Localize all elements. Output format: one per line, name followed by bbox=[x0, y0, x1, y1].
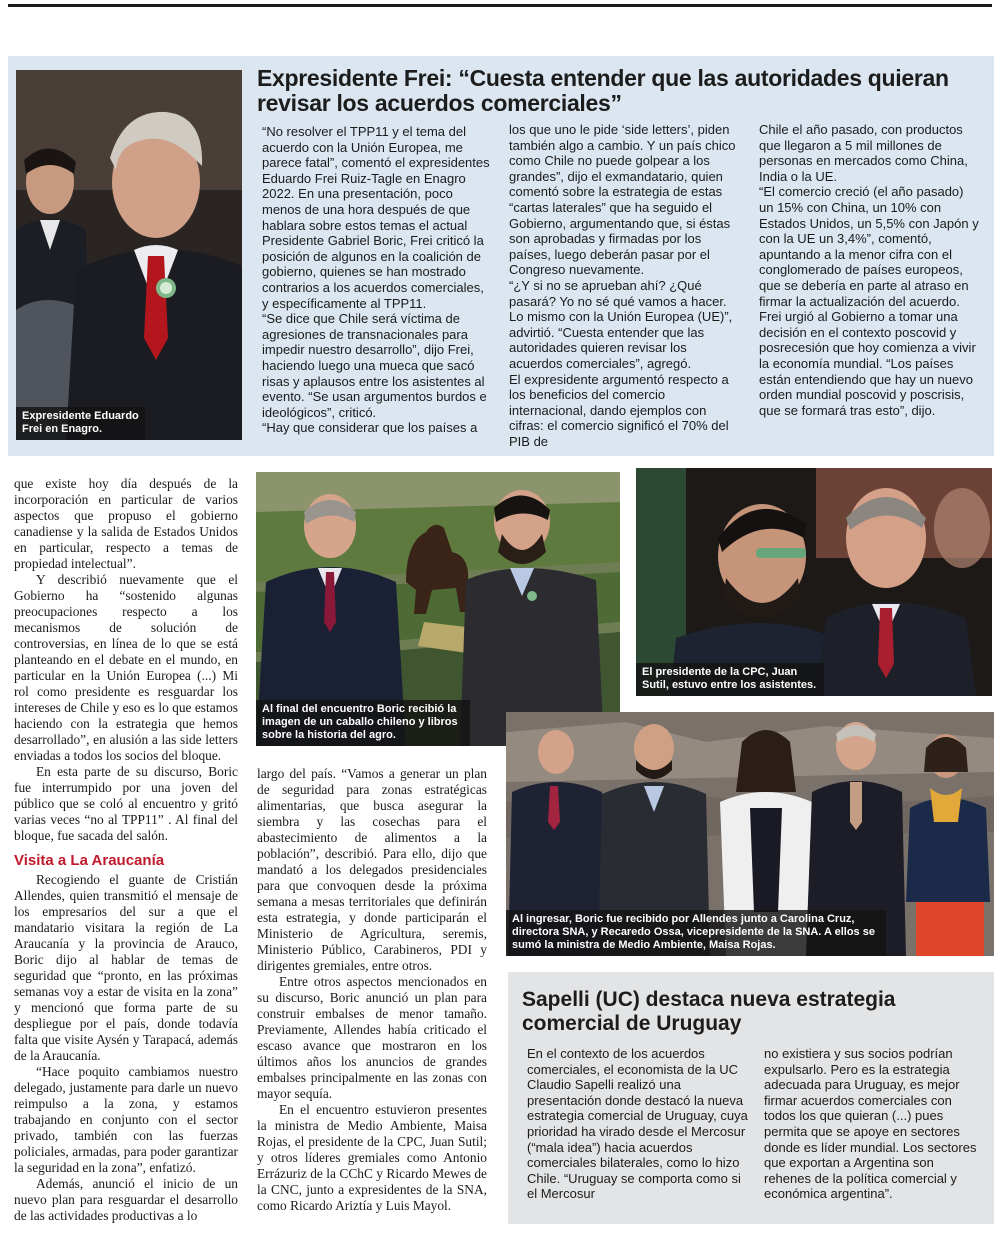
sidebar-col1-text: En el contexto de los acuerdos comerciales, el economista de la UC Claudio Sapelli realizó una presentación donde destacó la nueva estrategia comercial de Uruguay, cuya prioridad ha virado desde el Mercosur (“mala idea”) hacia acuerdos comerciales bilaterales, como lo hizo Chile. “Uruguay se comporta como si el Mercosur bbox=[527, 1046, 748, 1202]
main-col2-para-2: “¿Y si no se aprueban ahí? ¿Qué pasará? Yo no sé qué vamos a hacer. Lo mismo con la Unión Europea (UE)”, advirtió. “Cuesta entender que las autoridades quieren revisar los acuerdos comerciales”, agregó. bbox=[509, 277, 733, 371]
middle-para-3: En el encuentro estuvieron presentes la ministra de Medio Ambiente, Maisa Rojas, el presidente de la CPC, Juan Sutil; y otros líderes gremiales como Antonio Errázuriz de la CChC y Ricardo Mewes de la CNC, junto a expresidentes de la SNA, como Ricardo Ariztía y Luis Mayol. bbox=[257, 1102, 487, 1213]
frei-photo-illustration bbox=[16, 70, 242, 440]
main-headline: Expresidente Frei: “Cuesta entender que las autoridades quieran revisar los acuerdos comerciales” bbox=[257, 65, 949, 116]
cpc-photo-caption: El presidente de la CPC, Juan Sutil, estuvo entre los asistentes. bbox=[636, 663, 824, 696]
left-para-6: Además, anunció el inicio de un nuevo plan para resguardar el desarrollo de las actividades productivas a lo bbox=[14, 1176, 238, 1223]
main-col1-para-1: “No resolver el TPP11 y el tema del acuerdo con la Unión Europea, me parece fatal”, comentó el expresidentes Eduardo Frei Ruiz-Tagle en Enagro 2022. En una presentación, poco menos de una hora después de que hablara sobre estos temas el actual Presidente Gabriel Boric, Frei criticó la posición de algunos en la coalición de gobierno, quienes se han mostrado contrarios a los acuerdos comerciales, y específicamente al TPP11. bbox=[262, 124, 490, 311]
middle-para-2: Entre otros aspectos mencionados en su discurso, Boric anunció un plan para construir embalses de menor tamaño. Previamente, Allendes había criticado el escaso avance que mostraron en los últimos años los anuncios de grandes embalses principalmente en las zonas con mayor sequía. bbox=[257, 974, 487, 1101]
group-photo-caption: Al ingresar, Boric fue recibido por Allendes junto a Carolina Cruz, directora SNA, y Recaredo Ossa, vicepresidente de la SNA. A ellos se sumó la ministra de Medio Ambiente, Maisa Rojas. bbox=[506, 910, 886, 956]
left-body-column bbox=[14, 476, 238, 1224]
main-col1-para-3: “Hay que considerar que los países a bbox=[262, 420, 478, 436]
sidebar-col2-text: no existiera y sus socios podrían expulsarlo. Pero es la estrategia adecuada para Uruguay, es mejor firmar acuerdos comerciales con todos los que quieran (...) pues permita que se apoye en sectores donde es líder mundial. Los sectores que exportan a Argentina son rehenes de la política comercial y económica argentina”. bbox=[764, 1046, 977, 1202]
main-col1-para-2: “Se dice que Chile será víctima de agresiones de transnacionales para impedir nuestro desarrollo”, dijo Frei, haciendo luego una mueca que sacó risas y aplausos entre los asistentes al evento. “Se usan argumentos burdos e ideológicos”, criticó. bbox=[262, 311, 487, 420]
left-para-1: que existe hoy día después de la incorporación en particular de varios aspectos que propuso el gobierno canadiense y la salida de Estados Unidos en particular, respecto a temas de propiedad intelectual”. bbox=[14, 476, 238, 571]
left-para-2: Y describió nuevamente que el Gobierno ha “sostenido algunas preocupaciones respecto a los mecanismos de solución de controversias, en línea de lo que se está planteando en el debate en el mundo, en particular en la Unión Europea (...) Mi rol como presidente es resguardar los intereses de Chile y eso es lo que estamos haciendo con la estrategia que hemos desarrollado”, en alusión a las side letters enviadas a todos los socios del bloque. bbox=[14, 572, 238, 763]
cpc-photo bbox=[636, 468, 992, 696]
left-para-3: En esta parte de su discurso, Boric fue interrumpido por una joven del público que se coló al encuentro y gritó varias veces “no al TPP11” . Al final del bloque, fue sacada del salón. bbox=[14, 764, 238, 843]
group-photo bbox=[506, 712, 994, 956]
frei-photo bbox=[16, 70, 242, 440]
sidebar-column-1 bbox=[527, 1046, 749, 1202]
sidebar-column-2 bbox=[764, 1046, 978, 1202]
main-article-column-2 bbox=[509, 122, 741, 449]
main-col2-para-1: los que uno le pide ‘side letters’, piden también algo a cambio. Y un país chico como Chile no puede golpear a los grandes”, dijo el exmandatario, quien comentó sobre la estrategia de estas “cartas laterales” que ha seguido el Gobierno, argumentando que, si éstas son aprobadas y firmadas por los países, luego deberán pasar por el Congreso nuevamente. bbox=[509, 122, 736, 278]
frei-caption-line2: Frei en Enagro. bbox=[22, 423, 103, 435]
main-col3-para-3: Frei urgió al Gobierno a tomar una decisión en el contexto poscovid y posrecesión que hoy comienza a vivir la economía mundial. “Los países están entendiendo que hay un nuevo orden mundial poscovid y poscrisis, que se formará tras esto”, dijo. bbox=[759, 309, 976, 418]
frei-caption-line1: Expresidente Eduardo bbox=[22, 410, 139, 422]
left-para-5: “Hace poquito cambiamos nuestro delegado, justamente para darle un nuevo reimpulso a la zona, y estamos trabajando en conjunto con el sector privado, también con las fuerzas policiales, armadas, para poder garantizar la seguridad en la zona”, enfatizó. bbox=[14, 1064, 238, 1175]
main-article-column-3 bbox=[759, 122, 981, 418]
section-subhead: Visita a La Araucanía bbox=[14, 852, 165, 869]
middle-para-1: largo del país. “Vamos a generar un plan de seguridad para zonas estratégicas alimentarias, que busca asegurar la siembra y las cosechas para el abastecimiento de alimentos a la población”, describió. Para ello, dijo que mandató a los delegados presidenciales para que convoquen desde la próxima semana a mesas territoriales que definirán esta estrategia, y donde participarán el Ministerio de Agricultura, seremis, Ministerio Público, Carabineros, PDI y dirigentes gremiales, entre otros. bbox=[257, 766, 487, 973]
main-col3-para-1: Chile el año pasado, con productos que llegaron a 5 mil millones de personas en mercados como China, India o la UE. bbox=[759, 122, 968, 184]
cpc-photo-illustration bbox=[636, 468, 992, 696]
main-col2-para-3: El expresidente argumentó respecto a los beneficios del comercio internacional, dando ejemplos con cifras: el comercio significó el 70% del PIB de bbox=[509, 371, 729, 449]
main-col3-para-2: “El comercio creció (el año pasado) un 15% con China, un 10% con Estados Unidos, un 5,5% con Japón y con la UE un 3,4%”, comentó, apuntando a la menor cifra con el conglomerado de países europeos, que se debería en parte al atraso en firmar la actualización del acuerdo. bbox=[759, 184, 979, 309]
main-article-column-1 bbox=[262, 124, 492, 436]
frei-photo-caption bbox=[16, 407, 145, 440]
horse-photo-caption: Al final del encuentro Boric recibió la imagen de un caballo chileno y libros sobre la historia del agro. bbox=[256, 700, 470, 746]
top-rule bbox=[8, 4, 992, 7]
sidebar-headline: Sapelli (UC) destaca nueva estrategia comercial de Uruguay bbox=[522, 988, 896, 1035]
middle-body-column bbox=[257, 766, 487, 1214]
left-para-4: Recogiendo el guante de Cristián Allendes, quien transmitió el mensaje de los empresarios del sur a que el mandatario visitara la región de La Araucanía y la provincia de Arauco, Boric dijo al hablar de temas de seguridad que “pronto, en las próximas semanas voy a estar de visita en la zona” y mencionó que forma parte de su despliegue por el país, donde todavía falta que visite Aysén y Tarapacá, además de la Araucanía. bbox=[14, 872, 238, 1063]
horse-gift-photo bbox=[256, 472, 620, 746]
